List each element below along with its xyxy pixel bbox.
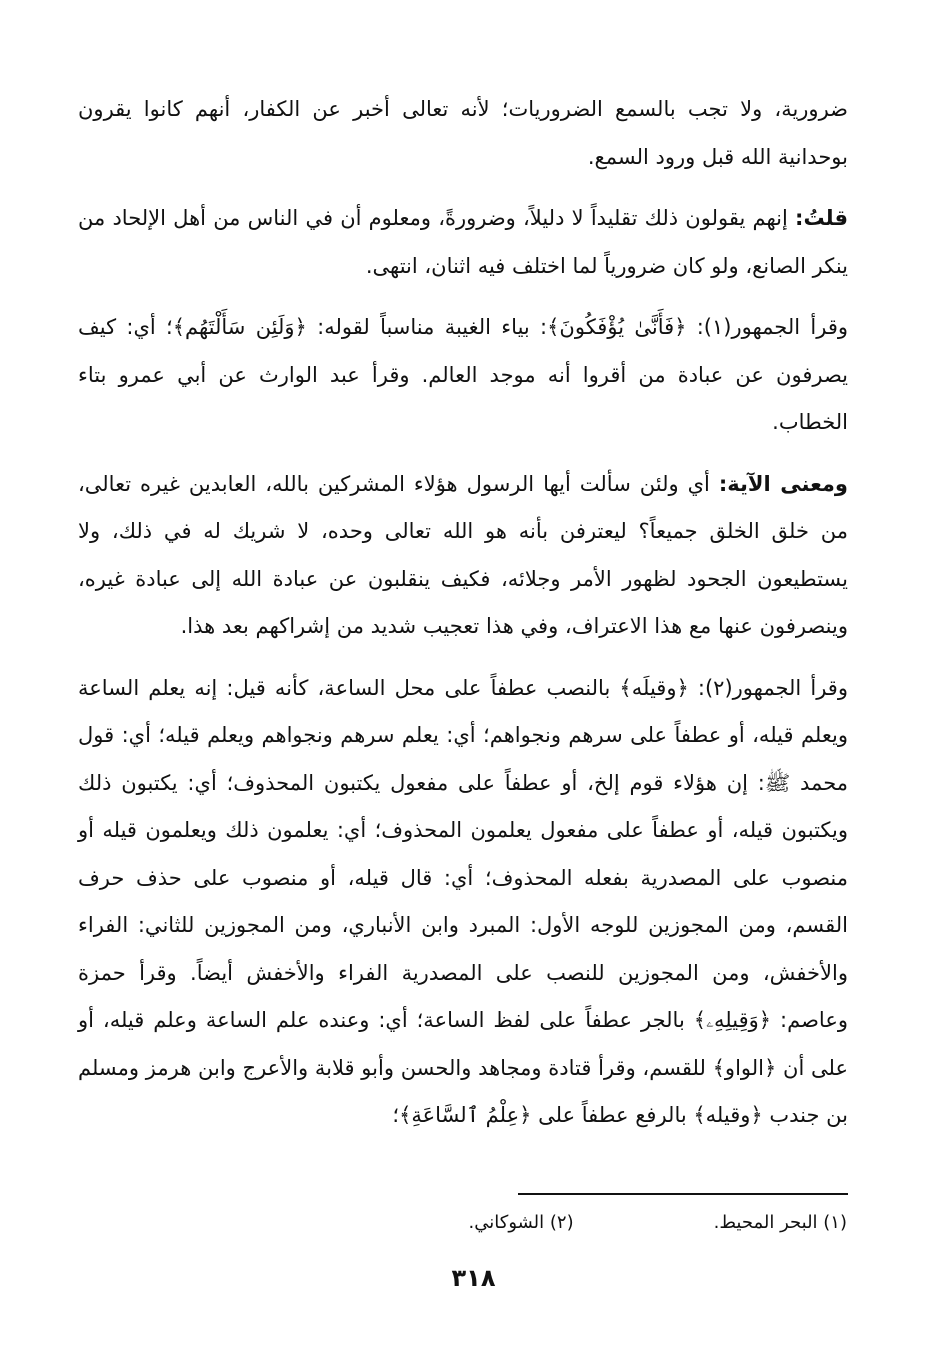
paragraph-4 (78, 461, 848, 651)
paragraph-3 (78, 304, 848, 447)
footnote-1: (١) البحر المحيط. (713, 1212, 847, 1233)
paragraph-4-lead: ومعنى الآية: (718, 471, 848, 496)
paragraph-5-text: وقرأ الجمهور(٢): ﴿وقيلَه﴾ بالنصب عطفاً على محل الساعة، كأنه قيل: إنه يعلم الساعة ويعلم قيله، أو عطفاً على سرهم ونجواهم؛ أي: يعلم سرهم ونجواهم ويعلم قيله؛ أي: قول محمد ﷺ: إن هؤلاء قوم إلخ، أو عطفاً على مفعول يكتبون المحذوف؛ أي: يكتبون ذلك ويكتبون قيله، أو عطفاً على مفعول يعلمون المحذوف؛ أي: يعلمون ذلك ويعلمون قيله أو منصوب على المصدرية بفعله المحذوف؛ أي: قال قيله، أو منصوب على حذف حرف القسم، ومن المجوزين للوجه الأول: المبرد وابن الأنباري، ومن المجوزين للثاني: الفراء والأخفش، ومن المجوزين للنصب على المصدرية الفراء والأخفش أيضاً. وقرأ حمزة وعاصم: ﴿وَقِيلِهِۦ﴾ بالجر عطفاً على لفظ الساعة؛ أي: وعنده علم الساعة وعلم قيله، أو على أن ﴿الواو﴾ للقسم، وقرأ قتادة ومجاهد والحسن وأبو قلابة والأعرج وابن هرمز ومسلم بن جندب ﴿وقيله﴾ بالرفع عطفاً على ﴿عِلْمُ ٱلسَّاعَةِ﴾؛ (78, 675, 848, 1127)
footnote-2: (٢) الشوكاني. (468, 1212, 574, 1233)
page-number: ٣١٨ (451, 1264, 496, 1292)
paragraph-2-text: إنهم يقولون ذلك تقليداً لا دليلاً، وضرورةً، ومعلوم أن في الناس من أهل الإلحاد من ينكر الصانع، ولو كان ضرورياً لما اختلف فيه اثنان، انتهى. (78, 206, 848, 278)
paragraph-4-text: أي ولئن سألت أيها الرسول هؤلاء المشركين بالله، العابدين غيره تعالى، من خلق الخلق جميعاً؟ ليعترفن بأنه هو الله تعالى وحده، لا شريك له في ذلك، ولا يستطيعون الجحود لظهور الأمر وجلائه، فكيف ينقلبون عن عبادة الله إلى عبادة غيره، وينصرفون عنها مع هذا الاعتراف، وفي هذا تعجيب شديد من إشراكهم بعد هذا. (78, 471, 848, 638)
paragraph-5 (78, 665, 848, 1140)
paragraph-1-text: ضرورية، ولا تجب بالسمع الضروريات؛ لأنه تعالى أخبر عن الكفار، أنهم كانوا يقرون بوحدانية الله قبل ورود السمع. (78, 97, 848, 169)
paragraph-3-text: وقرأ الجمهور(١): ﴿فَأَنَّىٰ يُؤْفَكُونَ﴾: بياء الغيبة مناسباً لقوله: ﴿وَلَئِن سَأَلْتَهُم﴾؛ أي: كيف يصرفون عن عبادة من أقروا أنه موجد العالم. وقرأ عبد الوارث عن أبي عمرو بتاء الخطاب. (78, 315, 848, 434)
paragraph-2 (78, 195, 848, 290)
footnotes (287, 1208, 847, 1238)
paragraph-2-lead: قلتُ: (795, 206, 848, 230)
page-body (78, 86, 848, 1154)
footnote-divider (518, 1193, 848, 1195)
paragraph-1 (78, 86, 848, 181)
